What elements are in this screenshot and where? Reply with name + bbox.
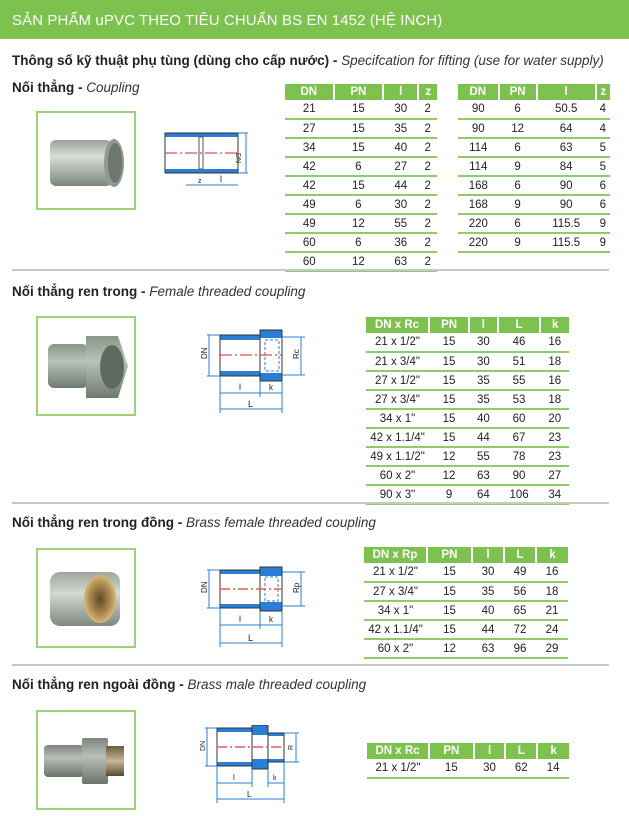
table-cell: 12 [499, 119, 537, 138]
col-k: k [537, 743, 569, 759]
svg-text:L: L [248, 633, 254, 643]
table-cell: 90 [537, 195, 596, 214]
svg-text:DN: DN [200, 740, 207, 751]
table-cell: 49 [285, 195, 334, 214]
table-cell: 44 [469, 428, 498, 447]
table-cell: 44 [472, 620, 504, 639]
table-row [366, 409, 569, 428]
col-z: z [596, 84, 610, 100]
table-cell: 30 [383, 195, 418, 214]
svg-text:l: l [220, 174, 222, 184]
table-row [285, 233, 437, 252]
table-cell: 90 x 3" [366, 485, 429, 504]
table-cell: 30 [383, 100, 418, 119]
table-row [366, 371, 569, 390]
section-divider [12, 664, 609, 666]
table-cell: 12 [429, 466, 469, 485]
table-cell: 15 [429, 428, 469, 447]
table-cell: 21 x 1/2" [364, 563, 427, 582]
table-cell: 90 [498, 466, 541, 485]
section-title-vi: Nối thẳng ren ngoài đồng - [12, 677, 188, 692]
table-cell: 220 [458, 214, 499, 233]
table-row [366, 466, 569, 485]
table-cell: 60 [498, 409, 541, 428]
table-cell: 56 [504, 582, 536, 601]
section-divider [12, 269, 609, 271]
section-divider [12, 502, 609, 504]
female-threaded-diagram [195, 325, 310, 415]
table-cell: 36 [383, 233, 418, 252]
col-pn: PN [429, 743, 474, 759]
table-row [285, 157, 437, 176]
table-cell: 2 [418, 100, 437, 119]
table-cell: 55 [498, 371, 541, 390]
table-cell: 114 [458, 157, 499, 176]
table-cell: 30 [474, 759, 506, 778]
table-cell: 27 x 1/2" [366, 371, 429, 390]
table-cell: 27 x 3/4" [366, 390, 429, 409]
table-cell: 15 [334, 176, 384, 195]
table-cell: 42 x 1.1/4" [366, 428, 429, 447]
svg-text:DN: DN [200, 581, 209, 593]
table-row [458, 119, 610, 138]
table-cell: 63 [469, 466, 498, 485]
svg-text:z: z [198, 178, 202, 185]
table-cell: 21 x 3/4" [366, 352, 429, 371]
table-cell: 40 [472, 601, 504, 620]
table-cell: 5 [596, 157, 610, 176]
table-cell: 29 [536, 639, 568, 658]
table-cell: 14 [537, 759, 569, 778]
table-row [285, 100, 437, 119]
table-cell: 2 [418, 195, 437, 214]
svg-text:l: l [233, 773, 235, 782]
table-row [366, 390, 569, 409]
table-cell: 30 [472, 563, 504, 582]
table-cell: 90 [537, 176, 596, 195]
table-cell: 21 [285, 100, 334, 119]
section-title-vi: Nối thẳng ren trong đồng - [12, 515, 186, 530]
col-dn-rc: DN x Rc [367, 743, 429, 759]
table-cell: 46 [498, 333, 541, 352]
table-cell: 55 [383, 214, 418, 233]
table-row [458, 176, 610, 195]
table-cell: 15 [429, 352, 469, 371]
table-cell: 15 [429, 390, 469, 409]
brass-female-diagram [195, 565, 310, 655]
table-cell: 60 x 2" [366, 466, 429, 485]
intro-en: Specifcation for fifting (use for water supply) [341, 53, 604, 68]
table-cell: 34 [285, 138, 334, 157]
table-cell: 53 [498, 390, 541, 409]
table-row [458, 195, 610, 214]
table-row [364, 639, 568, 658]
table-cell: 15 [427, 601, 472, 620]
table-cell: 30 [469, 333, 498, 352]
table-cell: 15 [334, 138, 384, 157]
brass-male-table [367, 743, 569, 779]
col-dn-rp: DN x Rp [364, 547, 427, 563]
table-row [285, 176, 437, 195]
svg-text:k: k [273, 775, 277, 782]
table-cell: 96 [504, 639, 536, 658]
table-cell: 40 [383, 138, 418, 157]
table-cell: 16 [540, 371, 569, 390]
coupling-table-1 [285, 84, 437, 272]
table-row [458, 214, 610, 233]
page-banner [0, 0, 629, 39]
col-pn: PN [429, 317, 469, 333]
brass-female-threaded-coupling-icon [38, 550, 134, 646]
table-cell: 34 [540, 485, 569, 504]
table-cell: 168 [458, 195, 499, 214]
col-l: l [469, 317, 498, 333]
table-cell: 15 [427, 620, 472, 639]
table-row [364, 582, 568, 601]
col-l: l [474, 743, 506, 759]
table-cell: 9 [499, 157, 537, 176]
table-row [367, 759, 569, 778]
table-cell: 15 [427, 563, 472, 582]
table-cell: 42 [285, 157, 334, 176]
table-row [364, 620, 568, 639]
table-row [366, 428, 569, 447]
coupling-table-2 [458, 84, 610, 253]
col-l: l [537, 84, 596, 100]
table-cell: 6 [334, 233, 384, 252]
female-threaded-table [366, 317, 569, 505]
table-cell: 114 [458, 138, 499, 157]
table-row [366, 447, 569, 466]
svg-text:l: l [239, 382, 241, 392]
brass-male-threaded-coupling-icon [38, 712, 134, 808]
table-cell: 90 [458, 119, 499, 138]
table-cell: 6 [596, 176, 610, 195]
table-cell: 50.5 [537, 100, 596, 119]
table-cell: 27 [540, 466, 569, 485]
table-cell: 27 x 3/4" [364, 582, 427, 601]
table-cell: 15 [334, 119, 384, 138]
table-cell: 18 [540, 352, 569, 371]
table-cell: 5 [596, 138, 610, 157]
svg-text:DN: DN [200, 347, 209, 359]
table-cell: 12 [334, 214, 384, 233]
table-cell: 23 [540, 428, 569, 447]
table-cell: 24 [536, 620, 568, 639]
table-cell: 63 [537, 138, 596, 157]
table-row [364, 563, 568, 582]
table-cell: 67 [498, 428, 541, 447]
table-row [285, 214, 437, 233]
svg-text:l: l [239, 614, 241, 624]
table-row [458, 233, 610, 252]
banner-title: SẢN PHẨM uPVC THEO TIÊU CHUẨN BS EN 1452 (HỆ INCH) [12, 12, 443, 29]
section-title-en: Brass female threaded coupling [185, 515, 376, 530]
col-z: z [418, 84, 437, 100]
table-row [364, 601, 568, 620]
table-cell: 4 [596, 119, 610, 138]
table-cell: 16 [536, 563, 568, 582]
table-cell: 49 [504, 563, 536, 582]
table-row [366, 333, 569, 352]
table-row [366, 352, 569, 371]
table-cell: 6 [596, 195, 610, 214]
table-cell: 2 [418, 233, 437, 252]
table-cell: 9 [596, 233, 610, 252]
section-title-en: Brass male threaded coupling [187, 677, 367, 692]
col-pn: PN [499, 84, 537, 100]
table-cell: 63 [383, 252, 418, 271]
svg-text:Rp: Rp [292, 582, 301, 593]
table-cell: 106 [498, 485, 541, 504]
svg-text:Rc: Rc [292, 349, 301, 359]
table-cell: 34 x 1" [366, 409, 429, 428]
table-cell: 15 [429, 371, 469, 390]
col-k: k [540, 317, 569, 333]
table-cell: 60 x 2" [364, 639, 427, 658]
table-cell: 9 [499, 195, 537, 214]
table-cell: 35 [383, 119, 418, 138]
table-cell: 15 [427, 582, 472, 601]
table-row [458, 138, 610, 157]
table-cell: 90 [458, 100, 499, 119]
table-cell: 30 [469, 352, 498, 371]
col-dn: DN [458, 84, 499, 100]
table-cell: 18 [540, 390, 569, 409]
section-title-vi: Nối thẳng - [12, 80, 87, 95]
table-cell: 21 x 1/2" [367, 759, 429, 778]
col-pn: PN [334, 84, 384, 100]
table-cell: 12 [427, 639, 472, 658]
table-cell: 6 [499, 100, 537, 119]
table-cell: 15 [429, 409, 469, 428]
brass-female-photo [36, 548, 136, 648]
section-title-vi: Nối thẳng ren trong - [12, 284, 150, 299]
col-pn: PN [427, 547, 472, 563]
table-cell: 35 [469, 371, 498, 390]
table-cell: 21 x 1/2" [366, 333, 429, 352]
table-cell: 20 [540, 409, 569, 428]
table-cell: 21 [536, 601, 568, 620]
intro-heading [12, 53, 604, 68]
table-row [285, 138, 437, 157]
table-cell: 63 [472, 639, 504, 658]
svg-text:L: L [248, 399, 254, 409]
table-cell: 60 [285, 233, 334, 252]
table-cell: 27 [285, 119, 334, 138]
svg-text:k: k [269, 615, 273, 624]
table-cell: 6 [334, 157, 384, 176]
table-cell: 115.5 [537, 214, 596, 233]
table-row [458, 100, 610, 119]
section-title-brass-male [12, 677, 366, 692]
table-cell: 35 [469, 390, 498, 409]
table-cell: 60 [285, 252, 334, 271]
brass-male-photo [36, 710, 136, 810]
table-cell: 34 x 1" [364, 601, 427, 620]
table-row [285, 119, 437, 138]
coupling-diagram [160, 130, 250, 195]
table-cell: 40 [469, 409, 498, 428]
table-cell: 15 [429, 333, 469, 352]
table-cell: 9 [499, 233, 537, 252]
table-cell: 9 [596, 214, 610, 233]
table-cell: 51 [498, 352, 541, 371]
table-cell: 6 [334, 195, 384, 214]
col-l: l [383, 84, 418, 100]
table-cell: 78 [498, 447, 541, 466]
table-cell: 9 [429, 485, 469, 504]
col-L: L [505, 743, 537, 759]
table-cell: 72 [504, 620, 536, 639]
brass-male-diagram [195, 725, 310, 810]
table-cell: 12 [334, 252, 384, 271]
section-title-en: Coupling [86, 80, 140, 95]
table-cell: 27 [383, 157, 418, 176]
table-cell: 15 [334, 100, 384, 119]
table-cell: 6 [499, 214, 537, 233]
table-cell: 64 [537, 119, 596, 138]
table-cell: 6 [499, 176, 537, 195]
table-cell: 15 [429, 759, 474, 778]
brass-female-table [364, 547, 568, 659]
col-dn: DN [285, 84, 334, 100]
table-cell: 2 [418, 214, 437, 233]
table-cell: 44 [383, 176, 418, 195]
section-title-female-threaded [12, 284, 305, 299]
table-cell: 18 [536, 582, 568, 601]
table-cell: 62 [505, 759, 537, 778]
svg-text:DN: DN [234, 153, 241, 164]
table-cell: 4 [596, 100, 610, 119]
col-k: k [536, 547, 568, 563]
table-cell: 64 [469, 485, 498, 504]
table-cell: 115.5 [537, 233, 596, 252]
svg-text:L: L [247, 790, 252, 799]
col-L: L [504, 547, 536, 563]
table-cell: 12 [429, 447, 469, 466]
svg-text:k: k [269, 383, 273, 392]
table-cell: 2 [418, 119, 437, 138]
table-cell: 168 [458, 176, 499, 195]
table-cell: 42 x 1.1/4" [364, 620, 427, 639]
table-cell: 2 [418, 138, 437, 157]
table-cell: 16 [540, 333, 569, 352]
female-threaded-coupling-icon [38, 318, 134, 414]
col-L: L [498, 317, 541, 333]
table-cell: 2 [418, 252, 437, 271]
table-cell: 49 x 1.1/2" [366, 447, 429, 466]
table-cell: 49 [285, 214, 334, 233]
table-cell: 84 [537, 157, 596, 176]
svg-text:R: R [288, 744, 295, 750]
coupling-icon [38, 113, 134, 208]
col-dn-rc: DN x Rc [366, 317, 429, 333]
table-cell: 6 [499, 138, 537, 157]
table-row [458, 157, 610, 176]
section-title-en: Female threaded coupling [149, 284, 306, 299]
intro-vi: Thông số kỹ thuật phụ tùng (dùng cho cấp nước) - [12, 53, 342, 68]
table-cell: 2 [418, 157, 437, 176]
section-title-brass-female [12, 515, 376, 530]
table-cell: 23 [540, 447, 569, 466]
table-cell: 35 [472, 582, 504, 601]
table-cell: 220 [458, 233, 499, 252]
table-cell: 55 [469, 447, 498, 466]
table-cell: 65 [504, 601, 536, 620]
female-threaded-photo [36, 316, 136, 416]
coupling-photo [36, 111, 136, 210]
col-l: l [472, 547, 504, 563]
table-cell: 2 [418, 176, 437, 195]
section-title-coupling [12, 80, 140, 95]
table-row [285, 195, 437, 214]
table-cell: 42 [285, 176, 334, 195]
